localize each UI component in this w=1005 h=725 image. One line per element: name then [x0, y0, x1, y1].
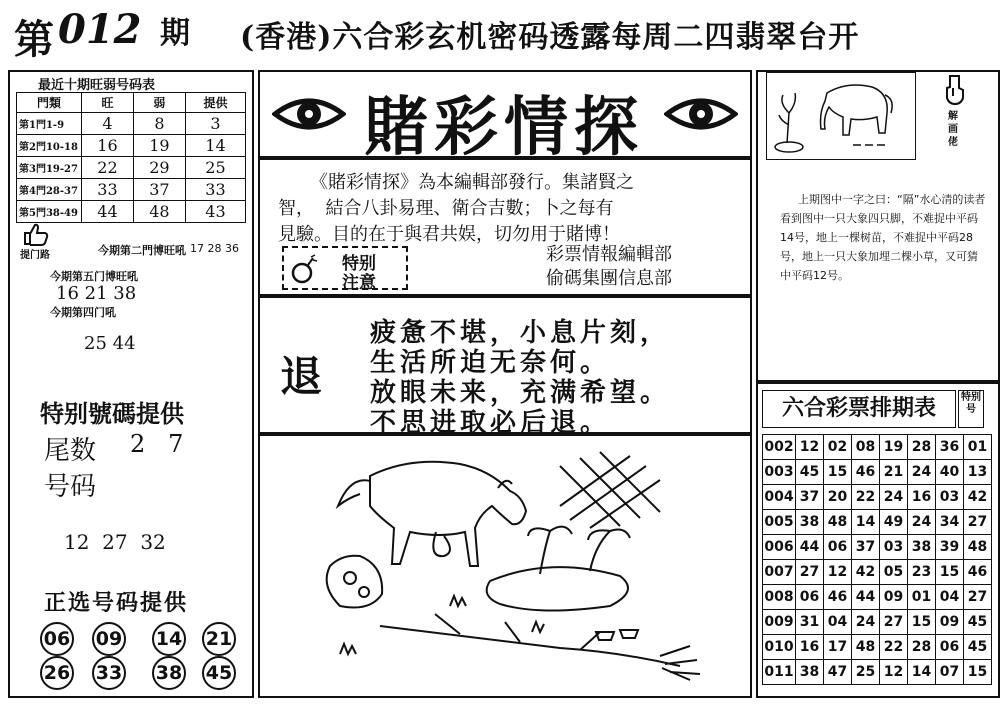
schedule-table [762, 434, 992, 685]
banner [258, 70, 752, 165]
number-cell: 17 [824, 635, 852, 660]
number-cell: 06 [936, 635, 964, 660]
schedule-title: 六合彩票排期表 [762, 390, 956, 428]
number-cell: 12 [880, 660, 908, 685]
special-number-cell: 01 [964, 435, 992, 460]
poem-panel [258, 296, 752, 438]
number-label: 号码 [44, 472, 97, 502]
table-cell: 8 [133, 113, 185, 135]
number-cell: 38 [908, 535, 936, 560]
eye-icon [272, 94, 346, 134]
door2-numbers: 17 28 36 [190, 242, 239, 255]
table-cell: 19 [133, 135, 185, 157]
number-cell: 03 [936, 485, 964, 510]
number-cell: 12 [824, 560, 852, 585]
number-cell: 28 [908, 635, 936, 660]
issue-cell: 007 [763, 560, 796, 585]
tail-values: 2 7 [130, 430, 184, 458]
pick-number: 14 [152, 622, 186, 656]
riddle-side-label: 解画佬 [948, 111, 958, 148]
number-cell: 14 [908, 660, 936, 685]
number-cell: 28 [908, 435, 936, 460]
number-cell: 02 [824, 435, 852, 460]
pick-number: 21 [202, 622, 236, 656]
number-cell: 21 [880, 460, 908, 485]
number-cell: 47 [824, 660, 852, 685]
org-name: 偷碼集團信息部 [546, 268, 672, 289]
table-cell: 14 [185, 135, 245, 157]
table-cell: 22 [82, 157, 134, 179]
number-cell: 23 [908, 560, 936, 585]
eye-icon [664, 94, 738, 134]
issue-cell: 009 [763, 610, 796, 635]
number-cell: 37 [852, 535, 880, 560]
table-row [763, 535, 992, 560]
special-number-cell: 48 [964, 535, 992, 560]
column-header: 提供 [185, 93, 245, 113]
number-cell: 24 [852, 610, 880, 635]
number-cell: 44 [852, 585, 880, 610]
special-number-cell: 27 [964, 585, 992, 610]
table-row [763, 460, 992, 485]
special-number-cell: 15 [964, 660, 992, 685]
special-number-cell: 27 [964, 510, 992, 535]
pointing-hand-icon [944, 74, 966, 106]
poem-line: 不思进取必后退。 [370, 408, 611, 438]
issue-cell: 002 [763, 435, 796, 460]
illustration-panel [258, 434, 752, 698]
row-label: 第1門1-9 [17, 113, 82, 135]
number-cell: 48 [824, 510, 852, 535]
table-cell: 37 [133, 179, 185, 201]
intro-line: 見驗。目的在于與君共娱，切勿用于賭博！ [278, 224, 620, 245]
number-cell: 25 [852, 660, 880, 685]
pick-number: 06 [40, 622, 74, 656]
table-cell: 4 [82, 113, 134, 135]
row-label: 第2門10-18 [17, 135, 82, 157]
number-cell: 24 [908, 460, 936, 485]
issue-cell: 004 [763, 485, 796, 510]
badge-line: 注意 [342, 273, 376, 293]
table-row [17, 157, 246, 179]
thumbs-up-icon [22, 222, 50, 246]
number-cell: 36 [936, 435, 964, 460]
number-cell: 38 [796, 510, 824, 535]
number-cell: 09 [880, 585, 908, 610]
issue-suffix: 期 [160, 16, 190, 51]
number-cell: 06 [796, 585, 824, 610]
number-cell: 27 [880, 610, 908, 635]
table-row [763, 435, 992, 460]
number-cell: 15 [936, 560, 964, 585]
special-numbers: 12 27 32 [64, 530, 166, 554]
hint-label: 提门路 [20, 250, 50, 261]
number-cell: 45 [796, 460, 824, 485]
recent-table [16, 92, 246, 223]
number-cell: 05 [880, 560, 908, 585]
table-row [763, 585, 992, 610]
issue-prefix: 第 [14, 16, 54, 63]
number-cell: 39 [936, 535, 964, 560]
number-cell: 24 [880, 485, 908, 510]
door5-numbers: 16 21 38 [56, 283, 137, 304]
number-cell: 44 [796, 535, 824, 560]
badge-line: 特别 [342, 254, 376, 274]
column-header: 旺 [82, 93, 134, 113]
table-row [17, 179, 246, 201]
pick-number: 38 [152, 656, 186, 690]
special-number-header: 特别号 [958, 390, 984, 428]
number-cell: 46 [852, 460, 880, 485]
number-cell: 40 [936, 460, 964, 485]
issue-marker [10, 6, 150, 63]
column-header: 門類 [17, 93, 82, 113]
table-row [17, 201, 246, 223]
riddle-image-frame [766, 72, 916, 160]
special-number-cell: 45 [964, 635, 992, 660]
elephant-tree-image [767, 73, 915, 159]
column-header: 弱 [133, 93, 185, 113]
table-cell: 33 [185, 179, 245, 201]
special-number-cell: 13 [964, 460, 992, 485]
poem-label: 退 [280, 352, 323, 401]
issue-cell: 006 [763, 535, 796, 560]
number-cell: 09 [936, 610, 964, 635]
number-cell: 01 [908, 585, 936, 610]
door4-numbers: 25 44 [84, 333, 136, 354]
table-row [763, 660, 992, 685]
pick-number: 33 [92, 656, 126, 690]
poem-line: 生活所迫无奈何。 [370, 348, 611, 378]
number-cell: 19 [880, 435, 908, 460]
table-row [17, 135, 246, 157]
number-cell: 48 [852, 635, 880, 660]
table-cell: 16 [82, 135, 134, 157]
number-cell: 08 [852, 435, 880, 460]
issue-cell: 010 [763, 635, 796, 660]
special-number-cell: 45 [964, 610, 992, 635]
number-cell: 22 [852, 485, 880, 510]
org-name: 彩票情報編輯部 [546, 244, 672, 265]
number-cell: 38 [796, 660, 824, 685]
table-row [763, 485, 992, 510]
number-cell: 04 [824, 610, 852, 635]
table-cell: 33 [82, 179, 134, 201]
table-row [763, 610, 992, 635]
intro-panel [258, 158, 752, 296]
table-row [763, 560, 992, 585]
banner-title: 賭彩情探 [364, 90, 644, 165]
door4-label: 今期第四门吼 [50, 306, 116, 319]
riddle-panel [756, 70, 1000, 382]
poem-line: 放眼未来，充满希望。 [370, 378, 671, 408]
number-cell: 34 [936, 510, 964, 535]
number-cell: 22 [880, 635, 908, 660]
poem-line: 疲惫不堪，小息片刻， [370, 318, 671, 348]
tail-label: 尾数 [44, 436, 97, 466]
riddle-text: 上期图中一字之曰：“隔”水心清的读者看到图中一只大象四只脚，不难捉中平码14号，地上一棵树苗，不难捉中平码28号，地上一只大象加埋二棵小草，又可猜中平码12号。 [780, 193, 986, 282]
special-number-cell: 46 [964, 560, 992, 585]
number-cell: 03 [880, 535, 908, 560]
table-cell: 43 [185, 201, 245, 223]
bomb-icon [290, 254, 318, 284]
number-cell: 04 [936, 585, 964, 610]
pick-number: 09 [92, 622, 126, 656]
table-cell: 25 [185, 157, 245, 179]
main-picks-title: 正选号码提供 [44, 590, 189, 616]
number-cell: 31 [796, 610, 824, 635]
number-cell: 24 [908, 510, 936, 535]
number-cell: 15 [824, 460, 852, 485]
number-cell: 16 [796, 635, 824, 660]
special-number-cell: 42 [964, 485, 992, 510]
table-cell: 29 [133, 157, 185, 179]
table-row [17, 113, 246, 135]
row-label: 第4門28-37 [17, 179, 82, 201]
number-cell: 49 [880, 510, 908, 535]
issue-cell: 005 [763, 510, 796, 535]
header [10, 0, 1000, 63]
number-cell: 27 [796, 560, 824, 585]
pick-number: 45 [202, 656, 236, 690]
issue-cell: 003 [763, 460, 796, 485]
table-cell: 44 [82, 201, 134, 223]
pick-number: 26 [40, 656, 74, 690]
intro-line: 智， 結合八卦易理、衛合吉數；卜之每有 [278, 198, 614, 219]
notice-badge [282, 246, 408, 293]
horse-scene-image [260, 436, 750, 696]
number-cell: 16 [908, 485, 936, 510]
number-cell: 20 [824, 485, 852, 510]
number-cell: 07 [936, 660, 964, 685]
recent-table-title: 最近十期旺弱号码表 [38, 78, 156, 93]
number-cell: 46 [824, 585, 852, 610]
door5-label: 今期第五门博旺吼 [50, 270, 138, 283]
table-cell: 3 [185, 113, 245, 135]
issue-cell: 008 [763, 585, 796, 610]
table-row [763, 510, 992, 535]
issue-number: 012 [58, 6, 142, 53]
page-title: (香港)六合彩玄机密码透露每周二四翡翠台开 [240, 20, 860, 55]
number-cell: 06 [824, 535, 852, 560]
row-label: 第3門19-27 [17, 157, 82, 179]
schedule-panel [756, 382, 1000, 698]
intro-line: 《賭彩情探》為本編輯部發行。集諸賢之 [310, 172, 634, 193]
table-row [763, 635, 992, 660]
number-cell: 42 [852, 560, 880, 585]
door2-label: 今期第二門博旺吼 [98, 244, 186, 257]
special-title: 特别號碼提供 [40, 400, 184, 428]
issue-cell: 011 [763, 660, 796, 685]
table-cell: 48 [133, 201, 185, 223]
number-cell: 12 [796, 435, 824, 460]
number-cell: 15 [908, 610, 936, 635]
row-label: 第5門38-49 [17, 201, 82, 223]
left-column [8, 70, 254, 698]
number-cell: 37 [796, 485, 824, 510]
number-cell: 14 [852, 510, 880, 535]
